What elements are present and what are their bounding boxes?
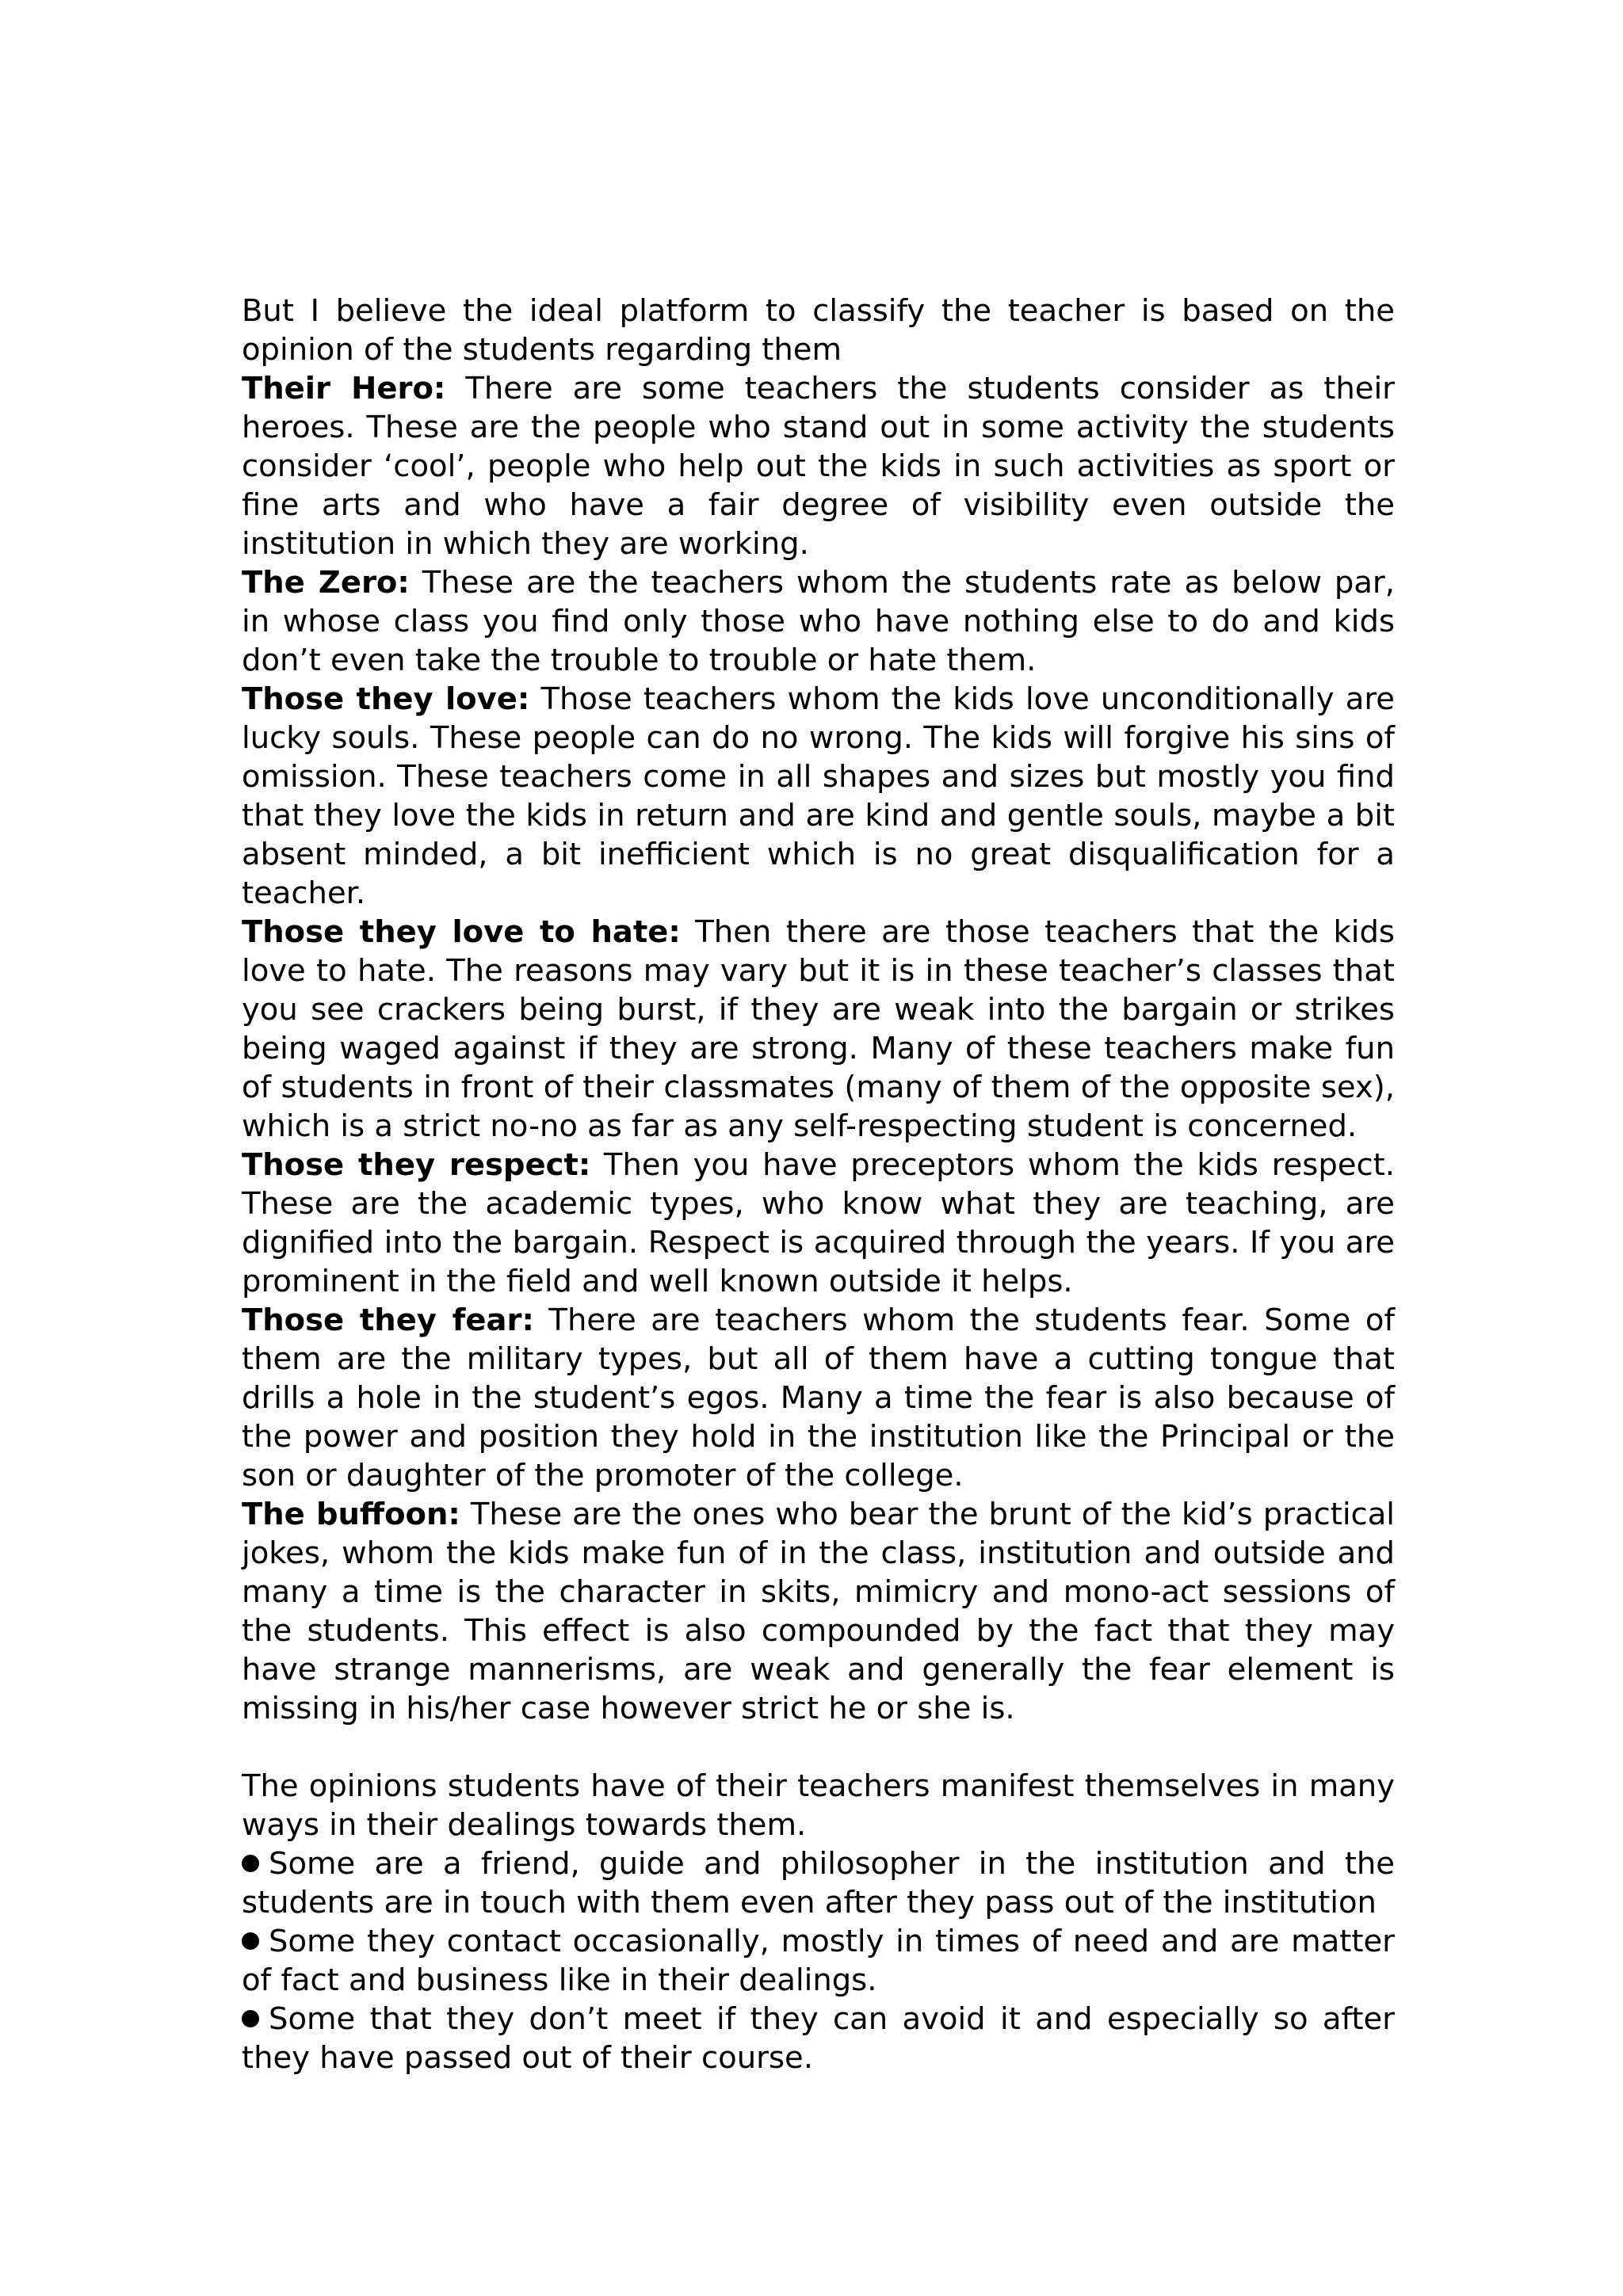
category-term: The buffoon: [242,1497,460,1532]
category-term: Those they love to hate: [242,914,681,950]
list-item-text: Some that they don’t meet if they can avoid it and especially so after they have passed out of their course. [242,2001,1395,2076]
category-text: There are some teachers the students consider as their heroes. These are the people who stand out in some activity the students consider ‘cool’, people who help out the kids in such activities as sport or fine arts and who have a fair degree of visibility even outside the institution in which they are working. [242,371,1395,562]
category-text: Then there are those teachers that the kids love to hate. The reasons may vary but it is in these teacher’s classes that you see crackers being burst, if they are weak into the bargain or strikes being waged against if they are strong. Many of these teachers make fun of students in front of their classmates (many of them of the opposite sex), which is a strict no-no as far as any self-respecting student is concerned. [242,914,1395,1144]
category-term: Those they respect: [242,1147,591,1183]
category-term: Those they fear: [242,1302,534,1338]
category-text: There are teachers whom the students fear. Some of them are the military types, but all of them have a cutting tongue that drills a hole in the student’s egos. Many a time the fear is also because of the power and position they hold in the institution like the Principal or the son or daughter of the promoter of the college. [242,1302,1396,1493]
document-page [242,292,1395,2077]
bullet-icon [242,1855,259,1872]
category-text: Those teachers whom the kids love unconditionally are lucky souls. These people can do no wrong. The kids will forgive his sins of omission. These teachers come in all shapes and sizes but mostly you find that they love the kids in return and are kind and gentle souls, maybe a bit absent minded, a bit inefficient which is no great disqualification for a teacher. [242,681,1395,911]
list-item [242,1844,1395,1922]
category-fear [242,1301,1395,1495]
list-item [242,1922,1395,2000]
category-buffoon [242,1495,1395,1728]
category-love [242,680,1395,913]
paragraph-gap [242,1728,1395,1767]
list-item-text: Some are a friend, guide and philosopher in the institution and the students are in touch with them even after they pass out of the institution [242,1846,1395,1920]
list-item [242,2000,1395,2077]
category-term: The Zero: [242,565,410,601]
list-item-text: Some they contact occasionally, mostly in times of need and are matter of fact and business like in their dealings. [242,1924,1395,1998]
bullet-icon [242,1932,259,1950]
opinions-intro-paragraph: The opinions students have of their teachers manifest themselves in many ways in their dealings towards them. [242,1768,1395,1843]
category-term: Their Hero: [242,371,446,406]
category-text: Then you have preceptors whom the kids respect. These are the academic types, who know what they are teaching, are dignified into the bargain. Respect is acquired through the years. If you are prominent in the field and well known outside it helps. [242,1147,1395,1299]
category-zero [242,563,1395,680]
category-hero [242,369,1395,563]
category-love-to-hate [242,913,1395,1146]
intro-paragraph: But I believe the ideal platform to classify the teacher is based on the opinion of the students regarding them [242,293,1395,368]
category-respect [242,1146,1395,1301]
category-text: These are the teachers whom the students rate as below par, in whose class you find only those who have nothing else to do and kids don’t even take the trouble to trouble or hate them. [242,565,1395,678]
category-text: These are the ones who bear the brunt of the kid’s practical jokes, whom the kids make fun of in the class, institution and outside and many a time is the character in skits, mimicry and mono-act sessions of the students. This effect is also compounded by the fact that they may have strange mannerisms, are weak and generally the fear element is missing in his/her case however strict he or she is. [242,1497,1395,1726]
bullet-icon [242,2010,259,2027]
category-term: Those they love: [242,681,530,717]
